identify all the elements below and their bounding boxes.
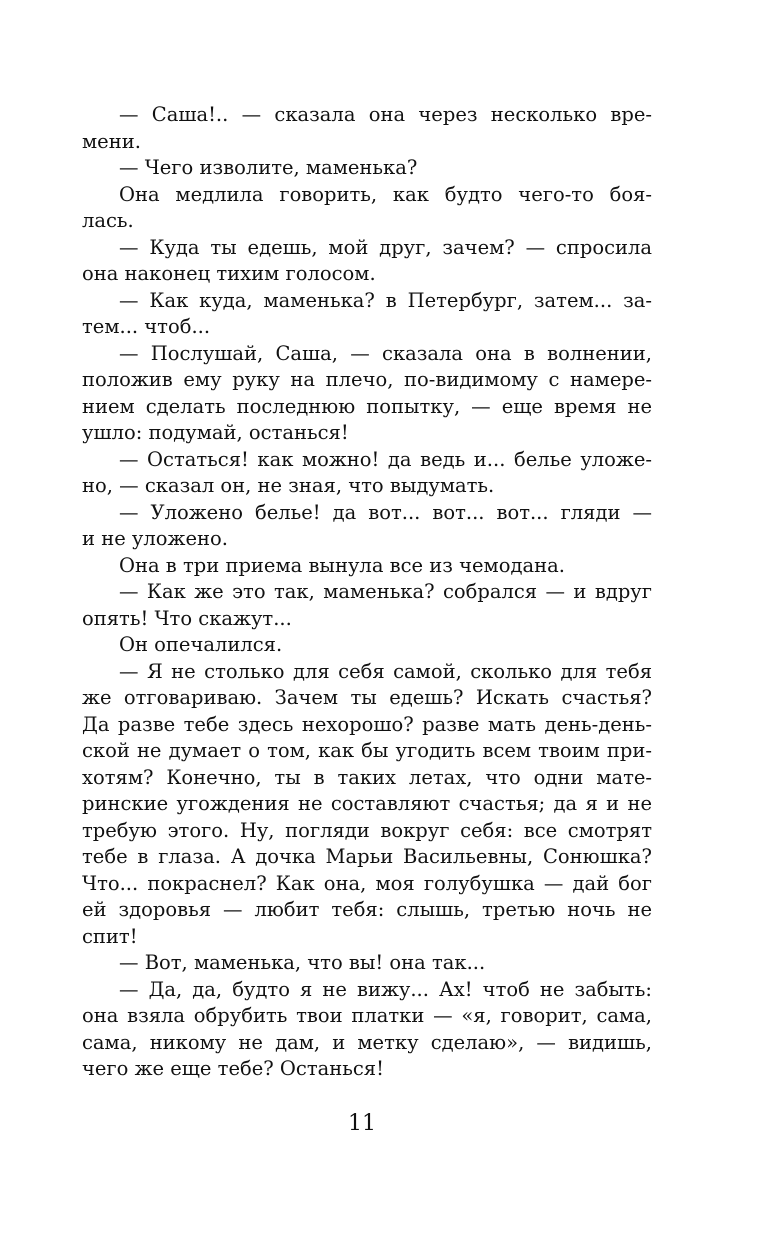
text-line: опять! Что скажут... [82, 606, 292, 630]
text-line: чего же еще тебе? Останься! [82, 1057, 384, 1080]
text-line: и не уложено. [82, 527, 228, 550]
text-line: ской не думает о том, как бы угодить всем твоим при- [82, 739, 652, 762]
text-line: требую этого. Ну, погляди вокруг себя: все смотрят [82, 818, 652, 842]
text-line: сама, никому не дам, и метку сделаю», — видишь, [82, 1030, 652, 1054]
text-line: ушло: подумай, останься! [82, 421, 349, 444]
text-line: хотям? Конечно, ты в таких летах, что одни мате- [82, 765, 652, 789]
text-line: лась. [82, 209, 134, 232]
text-line: — Чего изволите, маменька? [119, 156, 418, 179]
text-line: — Саша!.. — сказала она через несколько вре- [119, 103, 652, 126]
text-line: — Остаться! как можно! да ведь и... белье уложе- [119, 447, 652, 471]
text-line: она взяла обрубить твои платки — «я, говорит, сама, [82, 1004, 652, 1027]
text-line: тебе в глаза. А дочка Марьи Васильевны, Сонюшка? [82, 845, 652, 868]
text-line: нием сделать последнюю попытку, — еще время не [82, 394, 652, 418]
text-line: — Послушай, Саша, — сказала она в волнении, [119, 341, 652, 365]
text-line: мени. [82, 129, 141, 153]
text-line: — Куда ты едешь, мой друг, зачем? — спросила [119, 235, 652, 259]
text-line: — Да, да, будто я не вижу... Ах! чтоб не забыть: [119, 977, 652, 1001]
text-line: — Уложено белье! да вот... вот... вот... гляди — [119, 500, 652, 524]
text-line: — Вот, маменька, что вы! она так... [119, 951, 486, 974]
text-line: спит! [82, 924, 138, 948]
text-line: Да разве тебе здесь нехорошо? разве мать день-день- [82, 712, 652, 736]
text-line: Она медлила говорить, как будто чего-то боя- [119, 182, 652, 206]
text-line: — Как куда, маменька? в Петербург, затем... за- [119, 288, 652, 312]
text-line: — Как же это так, маменька? собрался — и вдруг [119, 580, 652, 603]
text-line: Что... покраснел? Как она, моя голубушка — дай бог [82, 871, 652, 895]
text-line: положив ему руку на плечо, по-видимому с намере- [82, 368, 652, 391]
text-line: Она в три приема вынула все из чемодана. [119, 553, 565, 577]
text-line: тем... чтоб... [82, 315, 211, 338]
text-line: Он опечалился. [119, 633, 283, 656]
text-line: ей здоровья — любит тебя: слышь, третью ночь не [82, 898, 652, 921]
text-line: но, — сказал он, не зная, что выдумать. [82, 474, 495, 497]
text-line: она наконец тихим голосом. [82, 262, 376, 285]
text-line: же отговариваю. Зачем ты едешь? Искать счастья? [82, 686, 652, 709]
text-line: — Я не столько для себя самой, сколько для тебя [119, 659, 652, 683]
page-number: 11 [348, 1111, 376, 1136]
text-line: ринские угождения не составляют счастья; да я и не [82, 792, 652, 815]
page-body [82, 102, 652, 1083]
